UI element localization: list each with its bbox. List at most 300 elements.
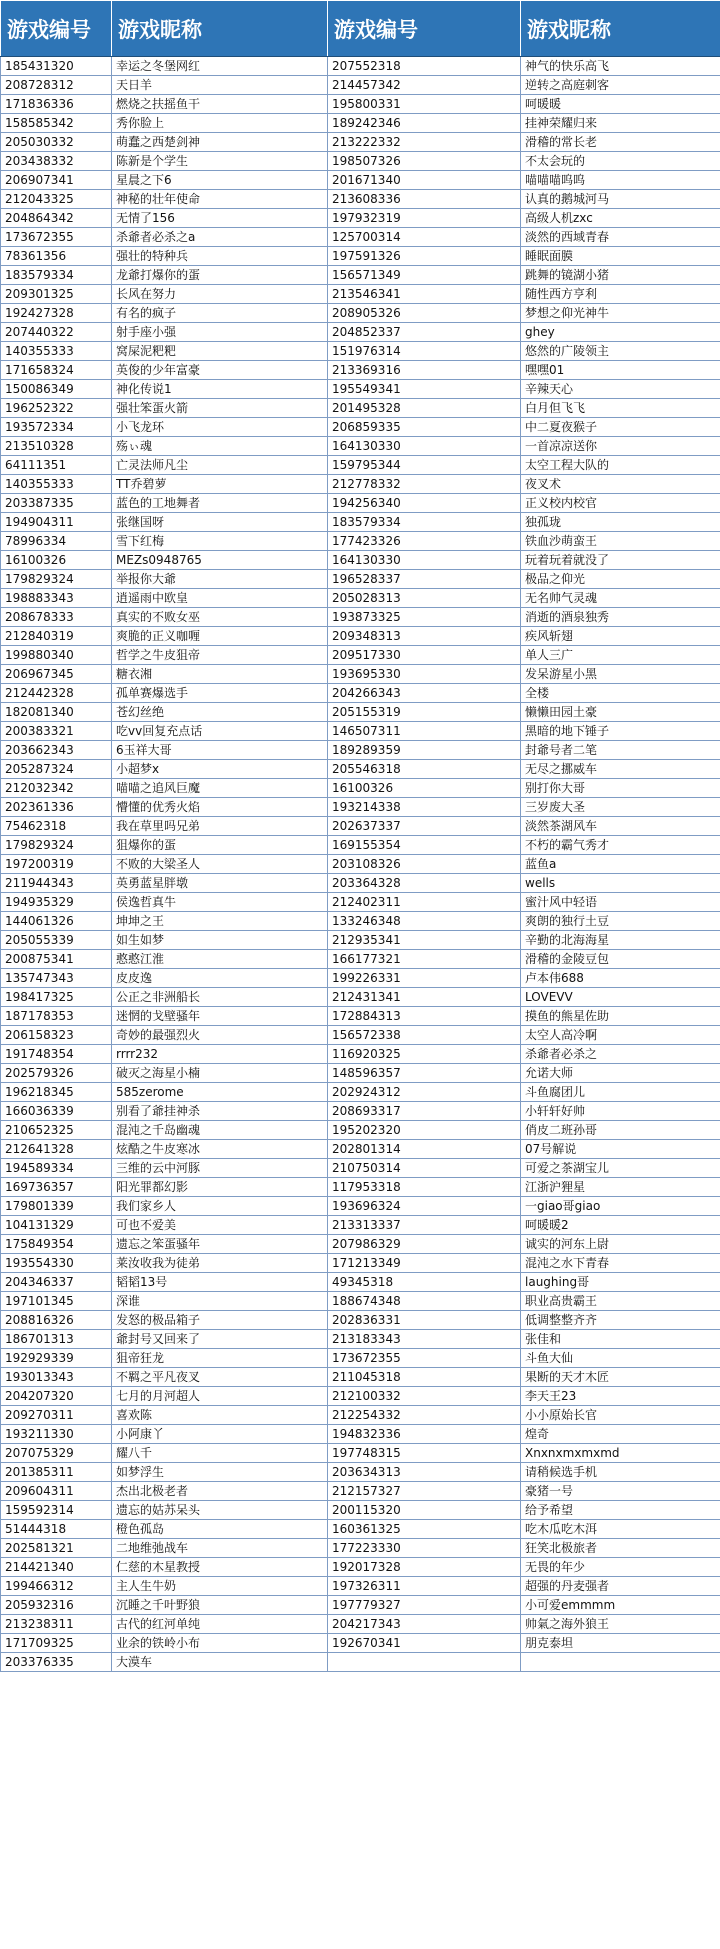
cell-game-id: 207075329 — [1, 1444, 112, 1463]
cell-game-id: 197326311 — [328, 1577, 521, 1596]
table-row — [1, 1387, 720, 1406]
table-row — [1, 57, 720, 76]
cell-nickname: 沉睡之千叶野狼 — [112, 1596, 328, 1615]
cell-game-id: 194935329 — [1, 893, 112, 912]
cell-nickname: 张佳和 — [521, 1330, 720, 1349]
cell-game-id: 213222332 — [328, 133, 521, 152]
cell-nickname: laughing哥 — [521, 1273, 720, 1292]
cell-game-id: 212043325 — [1, 190, 112, 209]
table-row — [1, 570, 720, 589]
cell-nickname: 淡然茶湖风车 — [521, 817, 720, 836]
cell-game-id: 208905326 — [328, 304, 521, 323]
cell-game-id: 201495328 — [328, 399, 521, 418]
cell-nickname: 三岁废大圣 — [521, 798, 720, 817]
cell-game-id: 202924312 — [328, 1083, 521, 1102]
cell-game-id: 208693317 — [328, 1102, 521, 1121]
table-row — [1, 874, 720, 893]
cell-nickname: 孤单赛爆选手 — [112, 684, 328, 703]
cell-game-id: 117953318 — [328, 1178, 521, 1197]
table-row — [1, 1330, 720, 1349]
table-row — [1, 931, 720, 950]
cell-nickname: 斗鱼腐团儿 — [521, 1083, 720, 1102]
cell-nickname: 随性西方亨利 — [521, 285, 720, 304]
header-game-id-2: 游戏编号 — [328, 1, 521, 57]
cell-game-id: 204217343 — [328, 1615, 521, 1634]
cell-nickname: 单人三广 — [521, 646, 720, 665]
cell-nickname: 小飞龙环 — [112, 418, 328, 437]
table-row — [1, 608, 720, 627]
cell-nickname: 混沌之千岛幽魂 — [112, 1121, 328, 1140]
table-row — [1, 418, 720, 437]
cell-nickname: 呵暖暖 — [521, 95, 720, 114]
cell-nickname: 天日羊 — [112, 76, 328, 95]
cell-game-id: 133246348 — [328, 912, 521, 931]
cell-game-id: 208816326 — [1, 1311, 112, 1330]
table-row — [1, 855, 720, 874]
cell-game-id: 193696324 — [328, 1197, 521, 1216]
cell-game-id: 204207320 — [1, 1387, 112, 1406]
table-row — [1, 1615, 720, 1634]
cell-nickname: 窝屎泥粑粑 — [112, 342, 328, 361]
cell-nickname: 蓝色的工地舞者 — [112, 494, 328, 513]
cell-game-id: 205030332 — [1, 133, 112, 152]
cell-nickname: 狙爆你的蛋 — [112, 836, 328, 855]
cell-game-id: 156571349 — [328, 266, 521, 285]
table-row — [1, 551, 720, 570]
cell-nickname: 睡眠面膜 — [521, 247, 720, 266]
cell-nickname: 混沌之水下青春 — [521, 1254, 720, 1273]
cell-nickname: 江浙沪狸星 — [521, 1178, 720, 1197]
table-row — [1, 1482, 720, 1501]
cell-nickname: 低调整整齐齐 — [521, 1311, 720, 1330]
cell-game-id: 213313337 — [328, 1216, 521, 1235]
cell-game-id: 207986329 — [328, 1235, 521, 1254]
table-row — [1, 1121, 720, 1140]
cell-game-id: 197591326 — [328, 247, 521, 266]
cell-nickname: 喵喵之追风巨魔 — [112, 779, 328, 798]
cell-nickname: 神秘的壮年使命 — [112, 190, 328, 209]
cell-nickname: 强壮的特种兵 — [112, 247, 328, 266]
cell-nickname: 主人生牛奶 — [112, 1577, 328, 1596]
cell-game-id: 203376335 — [1, 1653, 112, 1672]
cell-game-id: 194904311 — [1, 513, 112, 532]
table-row — [1, 171, 720, 190]
table-row — [1, 684, 720, 703]
cell-nickname: 大漠车 — [112, 1653, 328, 1672]
table-row — [1, 1425, 720, 1444]
cell-nickname: 小超梦x — [112, 760, 328, 779]
cell-game-id: 201385311 — [1, 1463, 112, 1482]
cell-game-id: 172884313 — [328, 1007, 521, 1026]
cell-nickname: 迷惘的戈壁骚年 — [112, 1007, 328, 1026]
table-row — [1, 380, 720, 399]
cell-nickname: 炫酷之牛皮寒冰 — [112, 1140, 328, 1159]
cell-game-id: 197101345 — [1, 1292, 112, 1311]
cell-game-id: 214421340 — [1, 1558, 112, 1577]
cell-game-id: 208728312 — [1, 76, 112, 95]
cell-nickname: 黑暗的地下锤子 — [521, 722, 720, 741]
cell-game-id: 144061326 — [1, 912, 112, 931]
cell-game-id: 200115320 — [328, 1501, 521, 1520]
cell-nickname: 我在草里吗兄弟 — [112, 817, 328, 836]
cell-game-id: 205287324 — [1, 760, 112, 779]
cell-game-id: 213608336 — [328, 190, 521, 209]
table-row — [1, 912, 720, 931]
cell-nickname: wells — [521, 874, 720, 893]
cell-game-id: 188674348 — [328, 1292, 521, 1311]
cell-game-id: 202581321 — [1, 1539, 112, 1558]
cell-game-id: 199880340 — [1, 646, 112, 665]
cell-nickname: 殇ぃ魂 — [112, 437, 328, 456]
cell-game-id: 204852337 — [328, 323, 521, 342]
cell-nickname: 别看了爺挂神杀 — [112, 1102, 328, 1121]
cell-nickname: 射手座小强 — [112, 323, 328, 342]
cell-game-id — [328, 1653, 521, 1672]
cell-game-id: 194589334 — [1, 1159, 112, 1178]
table-row — [1, 532, 720, 551]
cell-game-id: 159592314 — [1, 1501, 112, 1520]
cell-game-id: 212935341 — [328, 931, 521, 950]
cell-game-id: 194832336 — [328, 1425, 521, 1444]
cell-nickname: 白月但飞飞 — [521, 399, 720, 418]
cell-nickname: 七月的月河超人 — [112, 1387, 328, 1406]
table-row — [1, 1292, 720, 1311]
cell-nickname: 蜜汁风中轻语 — [521, 893, 720, 912]
cell-nickname: 给予希望 — [521, 1501, 720, 1520]
table-row — [1, 1007, 720, 1026]
cell-nickname: 辛勤的北海海星 — [521, 931, 720, 950]
cell-game-id: 183579334 — [328, 513, 521, 532]
cell-game-id: 198883343 — [1, 589, 112, 608]
cell-game-id: 189242346 — [328, 114, 521, 133]
cell-nickname: 高级人机zxc — [521, 209, 720, 228]
cell-nickname: 无名帅气灵魂 — [521, 589, 720, 608]
table-row — [1, 1045, 720, 1064]
table-row — [1, 893, 720, 912]
cell-nickname: 侯逸哲真牛 — [112, 893, 328, 912]
header-game-id-1: 游戏编号 — [1, 1, 112, 57]
cell-game-id: 203387335 — [1, 494, 112, 513]
cell-nickname: 小可爱emmmm — [521, 1596, 720, 1615]
cell-game-id: 212157327 — [328, 1482, 521, 1501]
cell-game-id: 204266343 — [328, 684, 521, 703]
cell-nickname: 可也不爱美 — [112, 1216, 328, 1235]
cell-nickname: 英勇蓝星胖墩 — [112, 874, 328, 893]
cell-nickname: 长风在努力 — [112, 285, 328, 304]
cell-game-id: 75462318 — [1, 817, 112, 836]
header-nickname-2: 游戏昵称 — [521, 1, 720, 57]
cell-game-id: 210750314 — [328, 1159, 521, 1178]
cell-nickname: 俏皮二班孙哥 — [521, 1121, 720, 1140]
cell-nickname: 如梦浮生 — [112, 1463, 328, 1482]
table-row — [1, 1216, 720, 1235]
table-body — [1, 57, 720, 1672]
cell-game-id: 196218345 — [1, 1083, 112, 1102]
cell-nickname: 韬韬13号 — [112, 1273, 328, 1292]
table-row — [1, 741, 720, 760]
cell-nickname: 不朽的霸气秀才 — [521, 836, 720, 855]
cell-game-id: 179801339 — [1, 1197, 112, 1216]
table-row — [1, 1444, 720, 1463]
cell-nickname: 不败的大梁圣人 — [112, 855, 328, 874]
cell-nickname: 超强的丹麦强者 — [521, 1577, 720, 1596]
cell-game-id: 202637337 — [328, 817, 521, 836]
cell-game-id: 213238311 — [1, 1615, 112, 1634]
cell-nickname: 幸运之冬堡网红 — [112, 57, 328, 76]
cell-game-id: 206158323 — [1, 1026, 112, 1045]
cell-nickname: 挂神荣耀归来 — [521, 114, 720, 133]
table-row — [1, 323, 720, 342]
cell-nickname: 辛辣天心 — [521, 380, 720, 399]
cell-game-id: 213546341 — [328, 285, 521, 304]
table-row — [1, 722, 720, 741]
cell-game-id: 195202320 — [328, 1121, 521, 1140]
cell-game-id: 185431320 — [1, 57, 112, 76]
cell-nickname: 糖衣湘 — [112, 665, 328, 684]
table-row — [1, 1235, 720, 1254]
table-row — [1, 760, 720, 779]
cell-nickname: 逆转之高庭刺客 — [521, 76, 720, 95]
table-row — [1, 1406, 720, 1425]
cell-game-id: 212840319 — [1, 627, 112, 646]
cell-nickname: LOVEVV — [521, 988, 720, 1007]
cell-nickname: 陈新是个学生 — [112, 152, 328, 171]
cell-nickname: 有名的疯子 — [112, 304, 328, 323]
cell-game-id: 199466312 — [1, 1577, 112, 1596]
cell-game-id: 198417325 — [1, 988, 112, 1007]
cell-nickname: 585zerome — [112, 1083, 328, 1102]
table-row — [1, 665, 720, 684]
cell-nickname: 别打你大哥 — [521, 779, 720, 798]
cell-nickname: TT乔碧萝 — [112, 475, 328, 494]
cell-game-id: 199226331 — [328, 969, 521, 988]
cell-nickname: 豪猪一号 — [521, 1482, 720, 1501]
cell-game-id: 177223330 — [328, 1539, 521, 1558]
cell-game-id: 204864342 — [1, 209, 112, 228]
cell-game-id: 202801314 — [328, 1140, 521, 1159]
cell-nickname: 奇妙的最强烈火 — [112, 1026, 328, 1045]
table-row — [1, 285, 720, 304]
cell-game-id: 148596357 — [328, 1064, 521, 1083]
table-row — [1, 342, 720, 361]
cell-game-id: 205932316 — [1, 1596, 112, 1615]
cell-nickname: 职业高贵霸王 — [521, 1292, 720, 1311]
cell-game-id: 179829324 — [1, 570, 112, 589]
cell-game-id: 200383321 — [1, 722, 112, 741]
table-row — [1, 703, 720, 722]
cell-game-id: 187178353 — [1, 1007, 112, 1026]
cell-game-id: 204346337 — [1, 1273, 112, 1292]
cell-nickname: 不羁之平凡夜叉 — [112, 1368, 328, 1387]
cell-nickname: rrrr232 — [112, 1045, 328, 1064]
cell-nickname: 07号解说 — [521, 1140, 720, 1159]
cell-nickname: 独孤珑 — [521, 513, 720, 532]
cell-game-id: 135747343 — [1, 969, 112, 988]
cell-nickname: 6玉祥大哥 — [112, 741, 328, 760]
cell-game-id: 49345318 — [328, 1273, 521, 1292]
cell-nickname: 公正之非洲船长 — [112, 988, 328, 1007]
cell-nickname: 无情了156 — [112, 209, 328, 228]
table-row — [1, 114, 720, 133]
cell-nickname: 吃vv回复充点话 — [112, 722, 328, 741]
cell-game-id: 213369316 — [328, 361, 521, 380]
cell-nickname: 苍幻丝绝 — [112, 703, 328, 722]
table-row — [1, 1368, 720, 1387]
table-row — [1, 361, 720, 380]
cell-game-id: 197200319 — [1, 855, 112, 874]
cell-game-id: 206967345 — [1, 665, 112, 684]
cell-nickname: 憨憨江淮 — [112, 950, 328, 969]
cell-game-id: 160361325 — [328, 1520, 521, 1539]
cell-game-id: 104131329 — [1, 1216, 112, 1235]
cell-nickname: 杀爺者必杀之 — [521, 1045, 720, 1064]
cell-game-id: 197748315 — [328, 1444, 521, 1463]
cell-game-id: 150086349 — [1, 380, 112, 399]
cell-nickname: 杀爺者必杀之a — [112, 228, 328, 247]
cell-game-id: 213510328 — [1, 437, 112, 456]
cell-nickname: Xnxnxmxmxmd — [521, 1444, 720, 1463]
cell-game-id: 197779327 — [328, 1596, 521, 1615]
cell-game-id: 78361356 — [1, 247, 112, 266]
cell-nickname: 可爱之茶湖宝儿 — [521, 1159, 720, 1178]
cell-nickname: 不太会玩的 — [521, 152, 720, 171]
cell-game-id: 146507311 — [328, 722, 521, 741]
cell-game-id: 171709325 — [1, 1634, 112, 1653]
cell-game-id: 177423326 — [328, 532, 521, 551]
cell-nickname: 消逝的酒泉独秀 — [521, 608, 720, 627]
table-row — [1, 1311, 720, 1330]
cell-nickname: 神化传说1 — [112, 380, 328, 399]
cell-game-id: 192427328 — [1, 304, 112, 323]
table-row — [1, 513, 720, 532]
cell-game-id: 193572334 — [1, 418, 112, 437]
cell-nickname: 秀你脸上 — [112, 114, 328, 133]
cell-game-id: 140355333 — [1, 475, 112, 494]
cell-nickname: 燃烧之扶摇鱼干 — [112, 95, 328, 114]
cell-nickname: 我们家乡人 — [112, 1197, 328, 1216]
cell-game-id: 201671340 — [328, 171, 521, 190]
cell-game-id: 198507326 — [328, 152, 521, 171]
cell-game-id: 202579326 — [1, 1064, 112, 1083]
table-row — [1, 1501, 720, 1520]
cell-game-id: 202361336 — [1, 798, 112, 817]
cell-game-id: 209301325 — [1, 285, 112, 304]
table-row — [1, 1577, 720, 1596]
table-row — [1, 1102, 720, 1121]
cell-nickname: 太空工程大队的 — [521, 456, 720, 475]
cell-game-id: 203108326 — [328, 855, 521, 874]
cell-game-id: 195549341 — [328, 380, 521, 399]
cell-game-id: 197932319 — [328, 209, 521, 228]
cell-game-id: 182081340 — [1, 703, 112, 722]
cell-game-id: 209270311 — [1, 1406, 112, 1425]
cell-nickname: 二地维弛战车 — [112, 1539, 328, 1558]
cell-game-id: 189289359 — [328, 741, 521, 760]
table-row — [1, 1653, 720, 1672]
cell-game-id: 206859335 — [328, 418, 521, 437]
table-row — [1, 76, 720, 95]
cell-nickname: 认真的鹅城河马 — [521, 190, 720, 209]
table-row — [1, 1140, 720, 1159]
table-row — [1, 950, 720, 969]
header-nickname-1: 游戏昵称 — [112, 1, 328, 57]
cell-game-id: 171836336 — [1, 95, 112, 114]
cell-game-id: 205055339 — [1, 931, 112, 950]
cell-nickname: 太空人高冷啊 — [521, 1026, 720, 1045]
cell-game-id: 210652325 — [1, 1121, 112, 1140]
table-row — [1, 836, 720, 855]
cell-nickname: 张继国呀 — [112, 513, 328, 532]
cell-nickname: 一giao哥giao — [521, 1197, 720, 1216]
table-row — [1, 1197, 720, 1216]
cell-game-id: 213183343 — [328, 1330, 521, 1349]
table-row — [1, 779, 720, 798]
table-row — [1, 988, 720, 1007]
table-row — [1, 817, 720, 836]
cell-game-id: 16100326 — [328, 779, 521, 798]
cell-nickname: 深谁 — [112, 1292, 328, 1311]
cell-game-id: 212100332 — [328, 1387, 521, 1406]
cell-game-id: 171658324 — [1, 361, 112, 380]
cell-nickname — [521, 1653, 720, 1672]
cell-nickname: 爽朗的独行土豆 — [521, 912, 720, 931]
cell-game-id: 203438332 — [1, 152, 112, 171]
cell-game-id: 192017328 — [328, 1558, 521, 1577]
cell-nickname: 极品之仰光 — [521, 570, 720, 589]
cell-game-id: 202836331 — [328, 1311, 521, 1330]
cell-game-id: 171213349 — [328, 1254, 521, 1273]
cell-game-id: 211944343 — [1, 874, 112, 893]
cell-game-id: 192670341 — [328, 1634, 521, 1653]
cell-nickname: 仁慈的木星教授 — [112, 1558, 328, 1577]
table-row — [1, 399, 720, 418]
cell-nickname: 皮皮逸 — [112, 969, 328, 988]
cell-game-id: 164130330 — [328, 437, 521, 456]
table-row — [1, 266, 720, 285]
cell-game-id: 212778332 — [328, 475, 521, 494]
cell-nickname: ghey — [521, 323, 720, 342]
cell-game-id: 166177321 — [328, 950, 521, 969]
cell-nickname: 蓝鱼a — [521, 855, 720, 874]
table-row — [1, 627, 720, 646]
cell-game-id: 196252322 — [1, 399, 112, 418]
cell-game-id: 193211330 — [1, 1425, 112, 1444]
table-row — [1, 209, 720, 228]
cell-game-id: 158585342 — [1, 114, 112, 133]
cell-game-id: 212254332 — [328, 1406, 521, 1425]
cell-nickname: 滑稽的金陵豆包 — [521, 950, 720, 969]
cell-nickname: 嘿嘿01 — [521, 361, 720, 380]
cell-nickname: 摸鱼的熊星佐助 — [521, 1007, 720, 1026]
cell-nickname: 如生如梦 — [112, 931, 328, 950]
cell-game-id: 209348313 — [328, 627, 521, 646]
table-row — [1, 304, 720, 323]
cell-game-id: 64111351 — [1, 456, 112, 475]
cell-nickname: 小小原始长官 — [521, 1406, 720, 1425]
cell-game-id: 212431341 — [328, 988, 521, 1007]
cell-nickname: 跳舞的镜湖小猪 — [521, 266, 720, 285]
table-row — [1, 1349, 720, 1368]
cell-game-id: 175849354 — [1, 1235, 112, 1254]
cell-nickname: 夜叉术 — [521, 475, 720, 494]
table-row — [1, 1159, 720, 1178]
cell-nickname: 帅氣之海外狼王 — [521, 1615, 720, 1634]
cell-nickname: 无畏的年少 — [521, 1558, 720, 1577]
cell-game-id: 140355333 — [1, 342, 112, 361]
cell-nickname: 真实的不败女巫 — [112, 608, 328, 627]
cell-nickname: 莱汝收我为徒弟 — [112, 1254, 328, 1273]
cell-game-id: 16100326 — [1, 551, 112, 570]
